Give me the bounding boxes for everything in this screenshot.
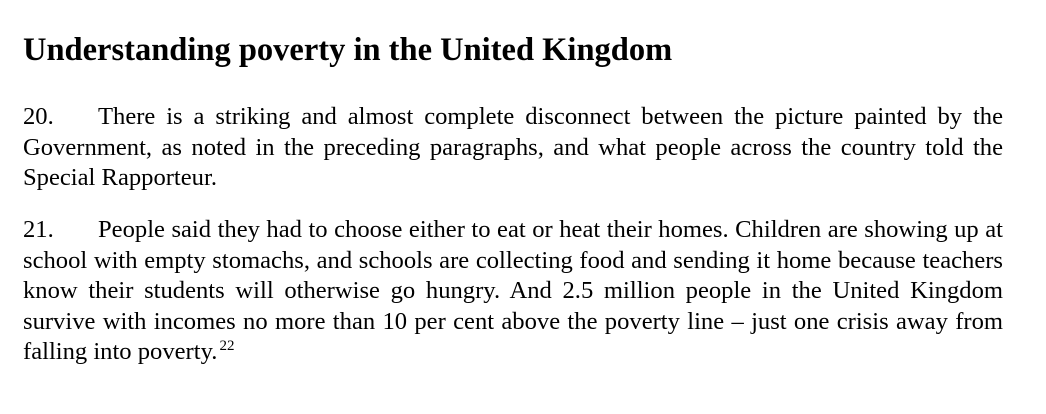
section-heading: Understanding poverty in the United Kingdom [23,32,673,68]
paragraph-number: 20. [23,103,54,130]
paragraph-21 [23,215,1003,368]
paragraph-20 [23,102,1003,194]
footnote-marker[interactable]: 22 [219,338,235,354]
paragraph-number: 21. [23,216,54,243]
paragraph-text: There is a striking and almost complete disconnect between the picture painted by the Government, as noted in the preceding paragraphs, and what people across the country told the Special Rapporteur. [23,103,1003,191]
paragraph-text: People said they had to choose either to eat or heat their homes. Children are showing up at school with empty stomachs, and schools are collecting food and sending it home because teachers know their students will otherwise go hungry. And 2.5 million people in the United Kingdom survive with incomes no more than 10 per cent above the poverty line – just one crisis away from falling into poverty. [23,216,1003,365]
